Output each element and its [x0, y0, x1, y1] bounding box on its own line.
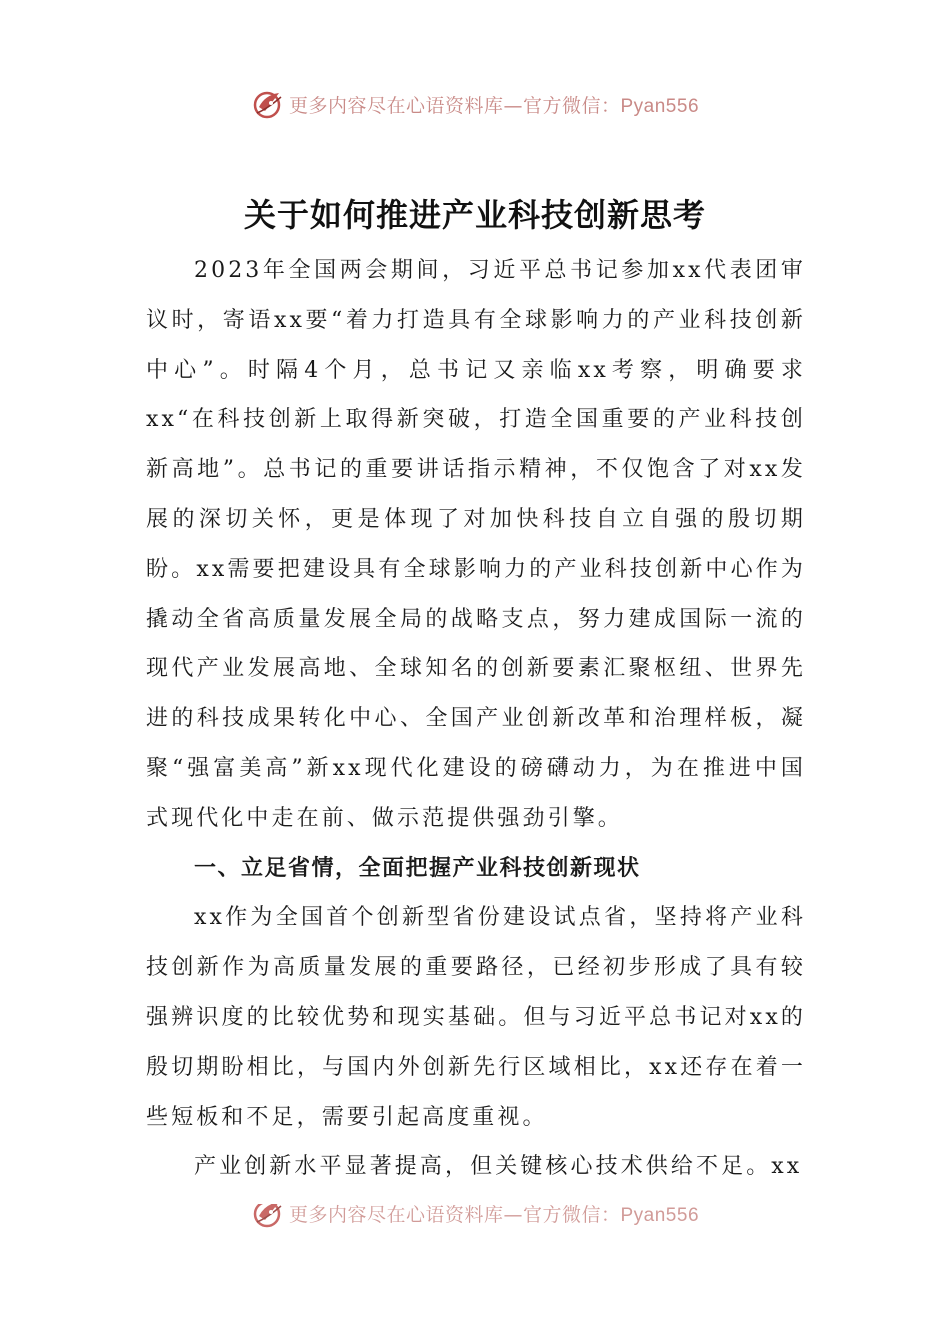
header-watermark-banner	[0, 84, 950, 124]
section-heading: 一、立足省情，全面把握产业科技创新现状	[194, 855, 641, 881]
document-body	[146, 246, 806, 1192]
brand-logo-icon	[251, 1204, 285, 1230]
watermark-cn: 更多内容尽在心语资料库—官方微信：	[288, 94, 621, 117]
watermark-wechat-id: Pyan556	[620, 95, 700, 117]
footer-watermark-banner	[0, 1204, 950, 1238]
footer-watermark-cn: 更多内容尽在心语资料库—官方微信：	[288, 1204, 621, 1226]
footer-watermark-wechat-id: Pyan556	[620, 1204, 700, 1226]
document-title: 关于如何推进产业科技创新思考	[243, 196, 706, 234]
brand-logo-icon	[251, 87, 285, 121]
paragraph-innovation: 产业创新水平显著提高，但关键核心技术供给不足。xx	[194, 1154, 803, 1180]
paragraph-province: xx作为全国首个创新型省份建设试点省，坚持将产业科技创新作为高质量发展的重要路径，已经初步形成了具有较强辨识度的比较优势和现实基础。但与习近平总书记对xx的殷切期盼相比，与国内外创新先行区域相比，xx还存在着一些短板和不足，需要引起高度重视。	[146, 905, 806, 1130]
footer-watermark-text	[289, 1204, 699, 1227]
paragraph-intro: 2023年全国两会期间，习近平总书记参加xx代表团审议时，寄语xx要“着力打造具有全球影响力的产业科技创新中心”。时隔4个月，总书记又亲临xx考察，明确要求xx“在科技创新上取得新突破，打造全国重要的产业科技创新高地”。总书记的重要讲话指示精神，不仅饱含了对xx发展的深切关怀，更是体现了对加快科技自立自强的殷切期盼。xx需要把建设具有全球影响力的产业科技创新中心作为撬动全省高质量发展全局的战略支点，努力建成国际一流的现代产业发展高地、全球知名的创新要素汇聚枢纽、世界先进的科技成果转化中心、全国产业创新改革和治理样板，凝聚“强富美高”新xx现代化建设的磅礴动力，为在推进中国式现代化中走在前、做示范提供强劲引擎。	[146, 258, 806, 831]
watermark-text	[289, 91, 699, 118]
